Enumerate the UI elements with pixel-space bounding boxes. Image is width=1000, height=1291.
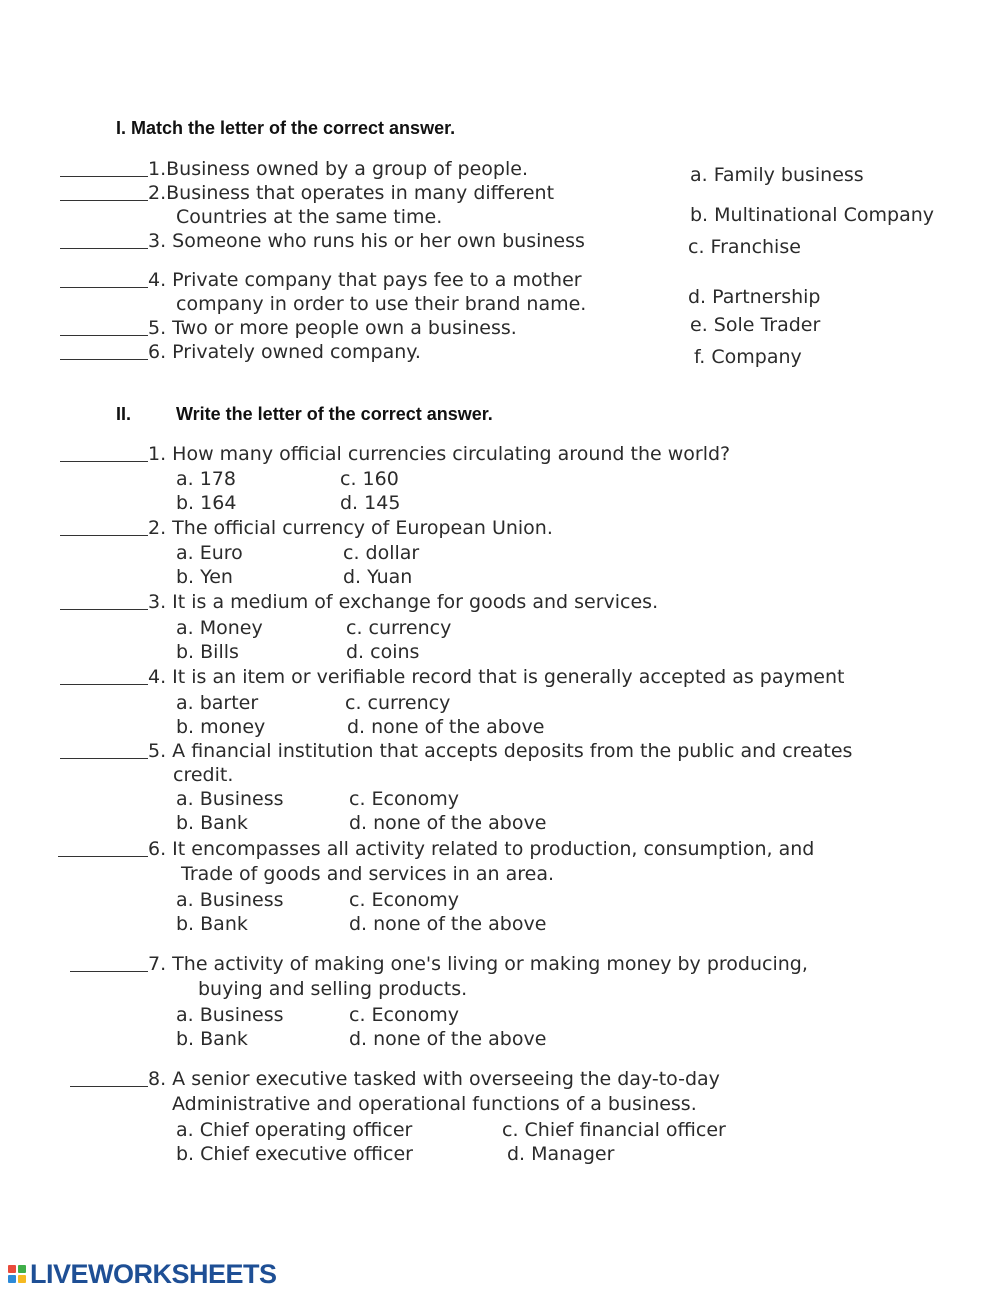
- s2-q2-option-c: c. dollar: [343, 542, 420, 564]
- logo-mark-icon: [8, 1265, 26, 1283]
- s1-item-1: 1.Business owned by a group of people.: [148, 158, 528, 180]
- answer-blank-s1-4[interactable]: [60, 287, 148, 288]
- s2-question-6: 6. It encompasses all activity related to production, consumption, and: [148, 838, 815, 860]
- s2-q6-option-c: c. Economy: [349, 889, 460, 911]
- answer-blank-s2-7[interactable]: [70, 971, 148, 972]
- s2-q8-option-d: d. Manager: [507, 1143, 615, 1165]
- s2-q4-option-d: d. none of the above: [347, 716, 545, 738]
- s2-question-2: 2. The official currency of European Union.: [148, 517, 553, 539]
- s2-q8-option-a: a. Chief operating officer: [176, 1119, 413, 1141]
- s2-q3-option-c: c. currency: [346, 617, 452, 639]
- s2-question-8: 8. A senior executive tasked with overseeing the day-to-day: [148, 1068, 720, 1090]
- answer-blank-s2-2[interactable]: [60, 535, 148, 536]
- s2-q2-option-b: b. Yen: [176, 566, 233, 588]
- s2-q2-option-d: d. Yuan: [343, 566, 413, 588]
- answer-blank-s1-5[interactable]: [60, 335, 148, 336]
- s2-q6-option-d: d. none of the above: [349, 913, 547, 935]
- s2-question-3: 3. It is a medium of exchange for goods and services.: [148, 591, 659, 613]
- section2-heading-number: II.: [116, 404, 132, 424]
- s1-item-4: 4. Private company that pays fee to a mother: [148, 269, 582, 291]
- s2-question-8-cont: Administrative and operational functions of a business.: [172, 1093, 697, 1115]
- s2-q7-option-b: b. Bank: [176, 1028, 248, 1050]
- s1-choice-c: c. Franchise: [688, 236, 801, 258]
- logo-square-4: [18, 1275, 26, 1283]
- s1-item-3: 3. Someone who runs his or her own business: [148, 230, 585, 252]
- s2-question-7-cont: buying and selling products.: [198, 978, 468, 1000]
- s2-question-5-cont: credit.: [173, 764, 234, 786]
- s1-item-6: 6. Privately owned company.: [148, 341, 421, 363]
- s1-item-2: 2.Business that operates in many different: [148, 182, 555, 204]
- s2-question-7: 7. The activity of making one's living or making money by producing,: [148, 953, 808, 975]
- answer-blank-s2-5[interactable]: [60, 758, 148, 759]
- s1-choice-b: b. Multinational Company: [690, 204, 935, 226]
- s2-q3-option-d: d. coins: [346, 641, 420, 663]
- s2-q7-option-d: d. none of the above: [349, 1028, 547, 1050]
- section1-heading: I. Match the letter of the correct answer.: [116, 118, 456, 138]
- answer-blank-s2-3[interactable]: [60, 609, 148, 610]
- s2-q3-option-b: b. Bills: [176, 641, 239, 663]
- s1-choice-f: f. Company: [694, 346, 802, 368]
- answer-blank-s2-6[interactable]: [58, 856, 148, 857]
- s2-q4-option-b: b. money: [176, 716, 266, 738]
- s2-q1-option-d: d. 145: [340, 492, 401, 514]
- s2-q1-option-a: a. 178: [176, 468, 236, 490]
- answer-blank-s2-1[interactable]: [60, 461, 148, 462]
- liveworksheets-logo[interactable]: [8, 1259, 277, 1289]
- s1-item-5: 5. Two or more people own a business.: [148, 317, 517, 339]
- answer-blank-s1-2[interactable]: [60, 200, 148, 201]
- s2-q4-option-c: c. currency: [345, 692, 451, 714]
- s2-question-5: 5. A financial institution that accepts deposits from the public and creates: [148, 740, 853, 762]
- answer-blank-s1-1[interactable]: [60, 176, 148, 177]
- s2-q1-option-b: b. 164: [176, 492, 237, 514]
- s1-choice-a: a. Family business: [690, 164, 864, 186]
- s2-q5-option-d: d. none of the above: [349, 812, 547, 834]
- s2-q7-option-a: a. Business: [176, 1004, 284, 1026]
- answer-blank-s1-6[interactable]: [60, 359, 148, 360]
- s2-q8-option-b: b. Chief executive officer: [176, 1143, 413, 1165]
- s2-question-4: 4. It is an item or verifiable record that is generally accepted as payment: [148, 666, 845, 688]
- s2-q3-option-a: a. Money: [176, 617, 263, 639]
- s2-q7-option-c: c. Economy: [349, 1004, 460, 1026]
- s2-q8-option-c: c. Chief financial officer: [502, 1119, 726, 1141]
- answer-blank-s2-4[interactable]: [60, 684, 148, 685]
- answer-blank-s1-3[interactable]: [60, 248, 148, 249]
- s1-choice-d: d. Partnership: [688, 286, 821, 308]
- logo-text: LIVEWORKSHEETS: [30, 1258, 277, 1289]
- s1-item-2-cont: Countries at the same time.: [176, 206, 443, 228]
- s2-q2-option-a: a. Euro: [176, 542, 243, 564]
- s2-q5-option-b: b. Bank: [176, 812, 248, 834]
- logo-square-3: [8, 1275, 16, 1283]
- s2-q5-option-c: c. Economy: [349, 788, 460, 810]
- answer-blank-s2-8[interactable]: [70, 1086, 148, 1087]
- s2-q1-option-c: c. 160: [340, 468, 399, 490]
- s2-q6-option-b: b. Bank: [176, 913, 248, 935]
- section2-heading: Write the letter of the correct answer.: [176, 404, 493, 424]
- s2-question-6-cont: Trade of goods and services in an area.: [181, 863, 554, 885]
- s1-choice-e: e. Sole Trader: [690, 314, 821, 336]
- s1-item-4-cont: company in order to use their brand name.: [176, 293, 587, 315]
- logo-square-1: [8, 1265, 16, 1273]
- logo-square-2: [18, 1265, 26, 1273]
- s2-q6-option-a: a. Business: [176, 889, 284, 911]
- s2-q4-option-a: a. barter: [176, 692, 259, 714]
- s2-question-1: 1. How many official currencies circulating around the world?: [148, 443, 731, 465]
- s2-q5-option-a: a. Business: [176, 788, 284, 810]
